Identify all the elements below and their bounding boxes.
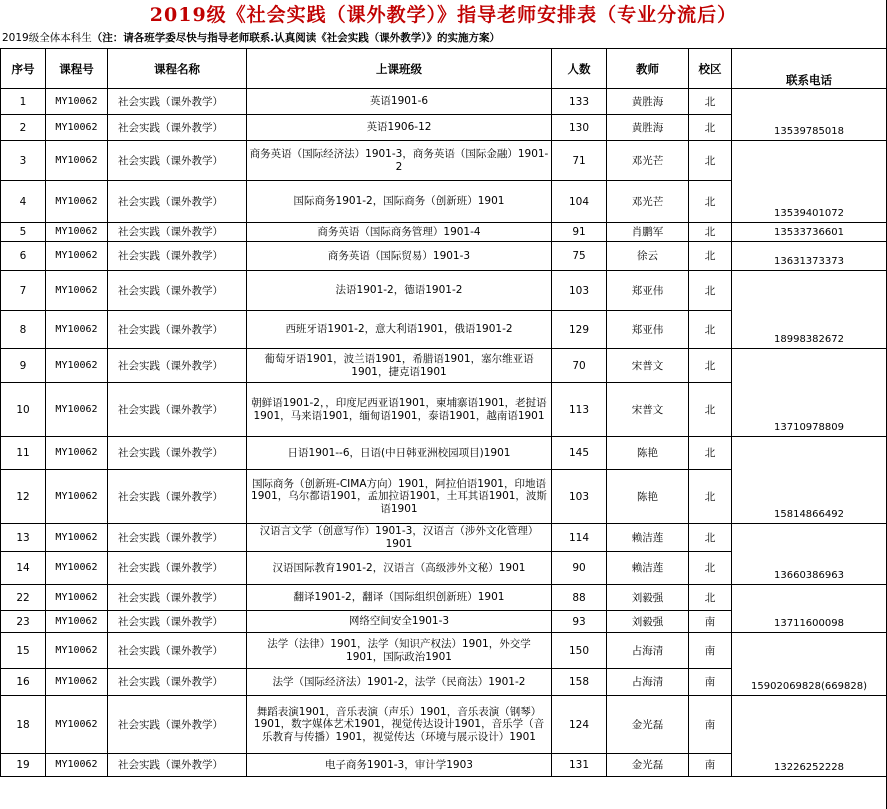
cell-seq: 13 — [1, 524, 46, 552]
cell-count: 93 — [552, 611, 607, 633]
cell-teacher: 宋普文 — [607, 383, 689, 437]
cell-course-name: 社会实践（课外教学） — [108, 89, 247, 115]
cell-phone: 13226252228 — [732, 696, 887, 777]
cell-teacher: 金光磊 — [607, 754, 689, 777]
cell-teacher: 金光磊 — [607, 696, 689, 754]
cell-code: MY10062 — [46, 181, 108, 223]
cell-count: 70 — [552, 349, 607, 383]
cell-campus: 北 — [689, 242, 732, 271]
cell-seq: 5 — [1, 223, 46, 242]
cell-campus: 北 — [689, 141, 732, 181]
cell-classes: 汉语言文学（创意写作）1901-3，汉语言（涉外文化管理）1901 — [247, 524, 552, 552]
schedule-table — [0, 48, 887, 777]
cell-phone: 13539785018 — [732, 89, 887, 141]
cell-code: MY10062 — [46, 611, 108, 633]
cell-code: MY10062 — [46, 669, 108, 696]
cell-count: 113 — [552, 383, 607, 437]
cell-course-name: 社会实践（课外教学） — [108, 242, 247, 271]
cell-campus: 北 — [689, 470, 732, 524]
cell-campus: 北 — [689, 524, 732, 552]
cell-course-name: 社会实践（课外教学） — [108, 115, 247, 141]
subtitle — [0, 30, 887, 47]
cell-phone: 13711600098 — [732, 585, 887, 633]
cell-seq: 11 — [1, 437, 46, 470]
cell-classes: 国际商务（创新班-CIMA方向）1901，阿拉伯语1901，印地语1901，乌尔都语1901，孟加拉语1901，土耳其语1901，波斯语1901 — [247, 470, 552, 524]
cell-code: MY10062 — [46, 524, 108, 552]
cell-campus: 北 — [689, 383, 732, 437]
cell-campus: 南 — [689, 669, 732, 696]
cell-teacher: 黄胜海 — [607, 115, 689, 141]
cell-seq: 6 — [1, 242, 46, 271]
cell-campus: 北 — [689, 349, 732, 383]
cell-teacher: 赖洁莲 — [607, 552, 689, 585]
header-phone: 联系电话 — [732, 49, 887, 89]
cell-course-name: 社会实践（课外教学） — [108, 349, 247, 383]
cell-count: 104 — [552, 181, 607, 223]
cell-campus: 北 — [689, 89, 732, 115]
cell-count: 103 — [552, 470, 607, 524]
cell-count: 90 — [552, 552, 607, 585]
cell-course-name: 社会实践（课外教学） — [108, 633, 247, 669]
cell-seq: 7 — [1, 271, 46, 311]
cell-teacher: 肖鹏军 — [607, 223, 689, 242]
cell-teacher: 刘毅强 — [607, 611, 689, 633]
cell-classes: 汉语国际教育1901-2，汉语言（高级涉外文秘）1901 — [247, 552, 552, 585]
cell-seq: 4 — [1, 181, 46, 223]
cell-course-name: 社会实践（课外教学） — [108, 696, 247, 754]
cell-seq: 23 — [1, 611, 46, 633]
cell-code: MY10062 — [46, 89, 108, 115]
cell-code: MY10062 — [46, 242, 108, 271]
cell-phone: 15814866492 — [732, 437, 887, 524]
cell-teacher: 徐云 — [607, 242, 689, 271]
cell-count: 130 — [552, 115, 607, 141]
cell-course-name: 社会实践（课外教学） — [108, 470, 247, 524]
cell-course-name: 社会实践（课外教学） — [108, 311, 247, 349]
cell-code: MY10062 — [46, 349, 108, 383]
cell-code: MY10062 — [46, 696, 108, 754]
table-row — [1, 696, 887, 754]
cell-classes: 商务英语（国际贸易）1901-3 — [247, 242, 552, 271]
cell-course-name: 社会实践（课外教学） — [108, 437, 247, 470]
cell-count: 88 — [552, 585, 607, 611]
header-count: 人数 — [552, 49, 607, 89]
subtitle-note: （注：请各班学委尽快与指导老师联系.认真阅读《社会实践（课外教学）》的实施方案） — [91, 32, 500, 44]
cell-code: MY10062 — [46, 754, 108, 777]
cell-phone: 15902069828(669828) — [732, 633, 887, 696]
cell-teacher: 刘毅强 — [607, 585, 689, 611]
table-body — [1, 89, 887, 777]
cell-course-name: 社会实践（课外教学） — [108, 552, 247, 585]
cell-code: MY10062 — [46, 115, 108, 141]
cell-classes: 国际商务1901-2，国际商务（创新班）1901 — [247, 181, 552, 223]
cell-teacher: 赖洁莲 — [607, 524, 689, 552]
cell-teacher: 宋普文 — [607, 349, 689, 383]
cell-course-name: 社会实践（课外教学） — [108, 754, 247, 777]
cell-campus: 北 — [689, 585, 732, 611]
cell-course-name: 社会实践（课外教学） — [108, 223, 247, 242]
cell-code: MY10062 — [46, 383, 108, 437]
cell-course-name: 社会实践（课外教学） — [108, 181, 247, 223]
cell-campus: 北 — [689, 311, 732, 349]
header-code: 课程号 — [46, 49, 108, 89]
cell-campus: 南 — [689, 633, 732, 669]
header-campus: 校区 — [689, 49, 732, 89]
header-classes: 上课班级 — [247, 49, 552, 89]
cell-count: 131 — [552, 754, 607, 777]
cell-classes: 葡萄牙语1901，波兰语1901，希腊语1901，塞尔维亚语1901，捷克语1901 — [247, 349, 552, 383]
cell-phone: 13539401072 — [732, 141, 887, 223]
cell-seq: 22 — [1, 585, 46, 611]
cell-course-name: 社会实践（课外教学） — [108, 271, 247, 311]
cell-count: 71 — [552, 141, 607, 181]
cell-code: MY10062 — [46, 470, 108, 524]
cell-phone: 13533736601 — [732, 223, 887, 242]
table-row — [1, 585, 887, 611]
cell-phone: 13710978809 — [732, 349, 887, 437]
cell-count: 158 — [552, 669, 607, 696]
table-row — [1, 633, 887, 669]
cell-code: MY10062 — [46, 311, 108, 349]
table-row — [1, 141, 887, 181]
cell-teacher: 占海清 — [607, 633, 689, 669]
cell-classes: 法学（国际经济法）1901-2，法学（民商法）1901-2 — [247, 669, 552, 696]
header-seq: 序号 — [1, 49, 46, 89]
cell-teacher: 郑亚伟 — [607, 311, 689, 349]
cell-phone: 18998382672 — [732, 271, 887, 349]
cell-campus: 北 — [689, 552, 732, 585]
cell-count: 145 — [552, 437, 607, 470]
cell-classes: 日语1901--6，日语(中日韩亚洲校园项目)1901 — [247, 437, 552, 470]
page-title: 2019级《社会实践（课外教学）》指导老师安排表（专业分流后） — [149, 4, 738, 26]
cell-count: 91 — [552, 223, 607, 242]
cell-course-name: 社会实践（课外教学） — [108, 383, 247, 437]
cell-code: MY10062 — [46, 141, 108, 181]
cell-count: 133 — [552, 89, 607, 115]
cell-course-name: 社会实践（课外教学） — [108, 141, 247, 181]
cell-classes: 商务英语（国际经济法）1901-3，商务英语（国际金融）1901-2 — [247, 141, 552, 181]
cell-course-name: 社会实践（课外教学） — [108, 669, 247, 696]
cell-seq: 12 — [1, 470, 46, 524]
table-row — [1, 524, 887, 552]
cell-seq: 18 — [1, 696, 46, 754]
header-row — [1, 49, 887, 89]
cell-code: MY10062 — [46, 271, 108, 311]
cell-seq: 2 — [1, 115, 46, 141]
cell-count: 75 — [552, 242, 607, 271]
cell-classes: 翻译1901-2，翻译（国际组织创新班）1901 — [247, 585, 552, 611]
header-teacher: 教师 — [607, 49, 689, 89]
cell-classes: 英语1906-12 — [247, 115, 552, 141]
cell-campus: 北 — [689, 437, 732, 470]
cell-count: 114 — [552, 524, 607, 552]
cell-classes: 英语1901-6 — [247, 89, 552, 115]
cell-code: MY10062 — [46, 633, 108, 669]
cell-seq: 14 — [1, 552, 46, 585]
cell-seq: 10 — [1, 383, 46, 437]
cell-campus: 北 — [689, 115, 732, 141]
cell-campus: 南 — [689, 611, 732, 633]
cell-count: 150 — [552, 633, 607, 669]
cell-teacher: 邓光芒 — [607, 141, 689, 181]
cell-seq: 1 — [1, 89, 46, 115]
cell-seq: 9 — [1, 349, 46, 383]
cell-course-name: 社会实践（课外教学） — [108, 524, 247, 552]
cell-seq: 15 — [1, 633, 46, 669]
cell-teacher: 邓光芒 — [607, 181, 689, 223]
header-name: 课程名称 — [108, 49, 247, 89]
cell-classes: 舞蹈表演1901，音乐表演（声乐）1901，音乐表演（钢琴）1901，数字媒体艺术1901，视觉传达设计1901，音乐学（音乐教育与传播）1901，视觉传达（环境与展示设计）1901 — [247, 696, 552, 754]
cell-classes: 商务英语（国际商务管理）1901-4 — [247, 223, 552, 242]
cell-classes: 电子商务1901-3，审计学1903 — [247, 754, 552, 777]
cell-campus: 北 — [689, 181, 732, 223]
cell-classes: 法语1901-2，德语1901-2 — [247, 271, 552, 311]
cell-count: 103 — [552, 271, 607, 311]
cell-classes: 西班牙语1901-2，意大利语1901，俄语1901-2 — [247, 311, 552, 349]
cell-seq: 3 — [1, 141, 46, 181]
cell-classes: 法学（法律）1901，法学（知识产权法）1901，外交学1901，国际政治1901 — [247, 633, 552, 669]
cell-campus: 北 — [689, 271, 732, 311]
table-row — [1, 437, 887, 470]
cell-count: 124 — [552, 696, 607, 754]
cell-teacher: 占海清 — [607, 669, 689, 696]
cell-seq: 8 — [1, 311, 46, 349]
cell-code: MY10062 — [46, 552, 108, 585]
cell-code: MY10062 — [46, 223, 108, 242]
cell-course-name: 社会实践（课外教学） — [108, 585, 247, 611]
cell-campus: 南 — [689, 754, 732, 777]
cell-teacher: 陈艳 — [607, 470, 689, 524]
cell-count: 129 — [552, 311, 607, 349]
cell-seq: 19 — [1, 754, 46, 777]
cell-seq: 16 — [1, 669, 46, 696]
table-row — [1, 223, 887, 242]
cell-phone: 13660386963 — [732, 524, 887, 585]
cell-teacher: 黄胜海 — [607, 89, 689, 115]
cell-teacher: 陈艳 — [607, 437, 689, 470]
cell-phone: 13631373373 — [732, 242, 887, 271]
cell-course-name: 社会实践（课外教学） — [108, 611, 247, 633]
table-row — [1, 349, 887, 383]
cell-teacher: 郑亚伟 — [607, 271, 689, 311]
table-row — [1, 271, 887, 311]
subtitle-prefix: 2019级全体本科生 — [2, 32, 92, 44]
cell-campus: 北 — [689, 223, 732, 242]
cell-code: MY10062 — [46, 437, 108, 470]
cell-classes: 网络空间安全1901-3 — [247, 611, 552, 633]
table-row — [1, 89, 887, 115]
cell-campus: 南 — [689, 696, 732, 754]
cell-classes: 朝鲜语1901-2，，印度尼西亚语1901，柬埔寨语1901，老挝语1901，马来语1901，缅甸语1901，泰语1901，越南语1901 — [247, 383, 552, 437]
cell-code: MY10062 — [46, 585, 108, 611]
table-row — [1, 242, 887, 271]
